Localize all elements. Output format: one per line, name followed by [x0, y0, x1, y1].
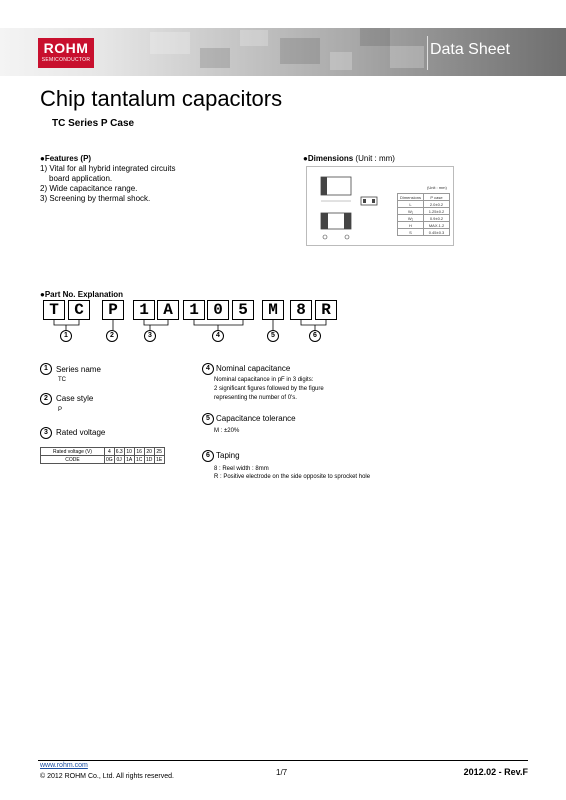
revision-label: 2012.02 - Rev.F: [463, 767, 528, 777]
table-cell: 0.45±0.3: [424, 229, 450, 236]
case-style-label: Case style: [56, 394, 94, 403]
table-cell: CODE: [41, 456, 105, 464]
table-row: [398, 194, 450, 201]
table-row: [398, 222, 450, 229]
banner-square: [240, 30, 268, 46]
logo-subtext: SEMICONDUCTOR: [41, 57, 91, 63]
dimensions-heading: [303, 154, 395, 164]
page-title: Chip tantalum capacitors: [40, 86, 283, 111]
marker-1: 1: [60, 330, 72, 342]
part-char-box: T: [43, 300, 65, 320]
table-cell: 0G: [106, 456, 113, 463]
table-cell: 1.25±0.2: [424, 208, 450, 215]
rated-voltage-table: [40, 447, 165, 464]
series-name-value: TC: [58, 377, 66, 383]
capacitance-desc-line: representing the number of 0's.: [214, 395, 297, 401]
nominal-capacitance-label: Nominal capacitance: [216, 364, 291, 373]
part-char-box: 5: [232, 300, 254, 320]
page-subtitle: TC Series P Case: [52, 118, 135, 129]
table-cell: 0.9±0.2: [424, 215, 450, 222]
rated-voltage-label: Rated voltage: [56, 428, 106, 437]
table-cell: W₂: [398, 215, 424, 222]
part-bracket-lines: [0, 320, 566, 340]
marker-6: 6: [309, 330, 321, 342]
table-cell: 2.0±0.2: [424, 201, 450, 208]
item-number-circle: 5: [202, 413, 214, 425]
part-char-box: 1: [133, 300, 155, 320]
table-row: [398, 208, 450, 215]
part-char-box: R: [315, 300, 337, 320]
part-no-heading: ●Part No. Explanation: [40, 290, 124, 299]
table-cell: 6.3: [115, 448, 123, 455]
table-cell: 1A: [126, 456, 133, 463]
table-row: [398, 215, 450, 222]
part-char-box: M: [262, 300, 284, 320]
rohm-website-link[interactable]: www.rohm.com: [40, 762, 88, 769]
header-divider: [427, 36, 428, 70]
table-cell: 4: [105, 448, 115, 456]
marker-5: 5: [267, 330, 279, 342]
table-row: [41, 456, 165, 464]
item-number-circle: 3: [40, 427, 52, 439]
series-name-label: Series name: [56, 365, 101, 374]
table-cell: 1E: [156, 456, 163, 463]
dimension-table-unit: (Unit : mm): [427, 185, 447, 190]
table-cell: S: [398, 229, 424, 236]
table-cell: 25: [154, 448, 164, 456]
marker-4: 4: [212, 330, 224, 342]
taping-line: 8 : Reel width : 8mm: [214, 466, 269, 472]
table-cell: 0J: [114, 456, 124, 464]
item-number-circle: 6: [202, 450, 214, 462]
dimension-table: [397, 193, 450, 236]
table-row: [41, 448, 165, 456]
table-row: [398, 201, 450, 208]
table-cell: Rated voltage (V): [41, 448, 105, 456]
capacitance-tolerance-label: Capacitance tolerance: [216, 414, 296, 423]
item-number-circle: 1: [40, 363, 52, 375]
banner-square: [330, 52, 352, 70]
item-number-circle: 2: [40, 393, 52, 405]
marker-2: 2: [106, 330, 118, 342]
capacitance-desc-line: Nominal capacitance in pF in 3 digits:: [214, 377, 314, 383]
table-cell: H: [398, 222, 424, 229]
table-cell: 1C: [135, 456, 143, 463]
taping-label: Taping: [216, 451, 240, 460]
footer-divider: [38, 760, 528, 761]
page-number: 1/7: [276, 768, 288, 777]
item-number-circle: 4: [202, 363, 214, 375]
features-heading: ●Features (P): [40, 154, 92, 163]
table-cell: L: [398, 201, 424, 208]
feature-item: board application.: [49, 174, 113, 183]
table-cell: W₁: [398, 208, 424, 215]
copyright-text: © 2012 ROHM Co., Ltd. All rights reserved.: [40, 773, 174, 780]
table-row: [398, 229, 450, 236]
rohm-logo[interactable]: [38, 38, 94, 68]
table-cell: P case: [424, 194, 450, 201]
banner-square: [360, 28, 390, 46]
dimensions-unit: (Unit : mm): [355, 154, 395, 163]
feature-item: 3) Screening by thermal shock.: [40, 194, 151, 203]
logo-text: ROHM: [43, 40, 89, 56]
banner-square: [390, 46, 424, 68]
banner-square: [200, 48, 230, 68]
capacitance-tolerance-value: M : ±20%: [214, 428, 240, 434]
part-char-box: 1: [183, 300, 205, 320]
taping-line: R : Positive electrode on the side opposite to sprocket hole: [214, 474, 371, 480]
part-char-box: P: [102, 300, 124, 320]
table-cell: 16: [134, 448, 144, 456]
dimensions-heading-text: ●Dimensions: [303, 154, 354, 163]
table-cell: Dimensions: [398, 194, 424, 201]
part-char-box: 0: [207, 300, 229, 320]
part-char-box: 8: [290, 300, 312, 320]
doc-type-label: Data Sheet: [429, 41, 510, 58]
feature-item: 1) Vital for all hybrid integrated circuits: [40, 164, 176, 173]
banner-square: [280, 38, 320, 64]
table-cell: MAX.1.2: [424, 222, 450, 229]
part-char-box: C: [68, 300, 90, 320]
table-cell: 1D: [145, 456, 153, 463]
table-cell: 20: [144, 448, 154, 456]
part-char-box: A: [157, 300, 179, 320]
marker-3: 3: [144, 330, 156, 342]
capacitance-desc-line: 2 significant figures followed by the figure: [214, 386, 324, 392]
case-style-value: P: [58, 407, 63, 413]
banner-square: [150, 32, 190, 54]
dimension-drawing: [306, 166, 454, 246]
feature-item: 2) Wide capacitance range.: [40, 184, 138, 193]
table-cell: 10: [124, 448, 134, 456]
